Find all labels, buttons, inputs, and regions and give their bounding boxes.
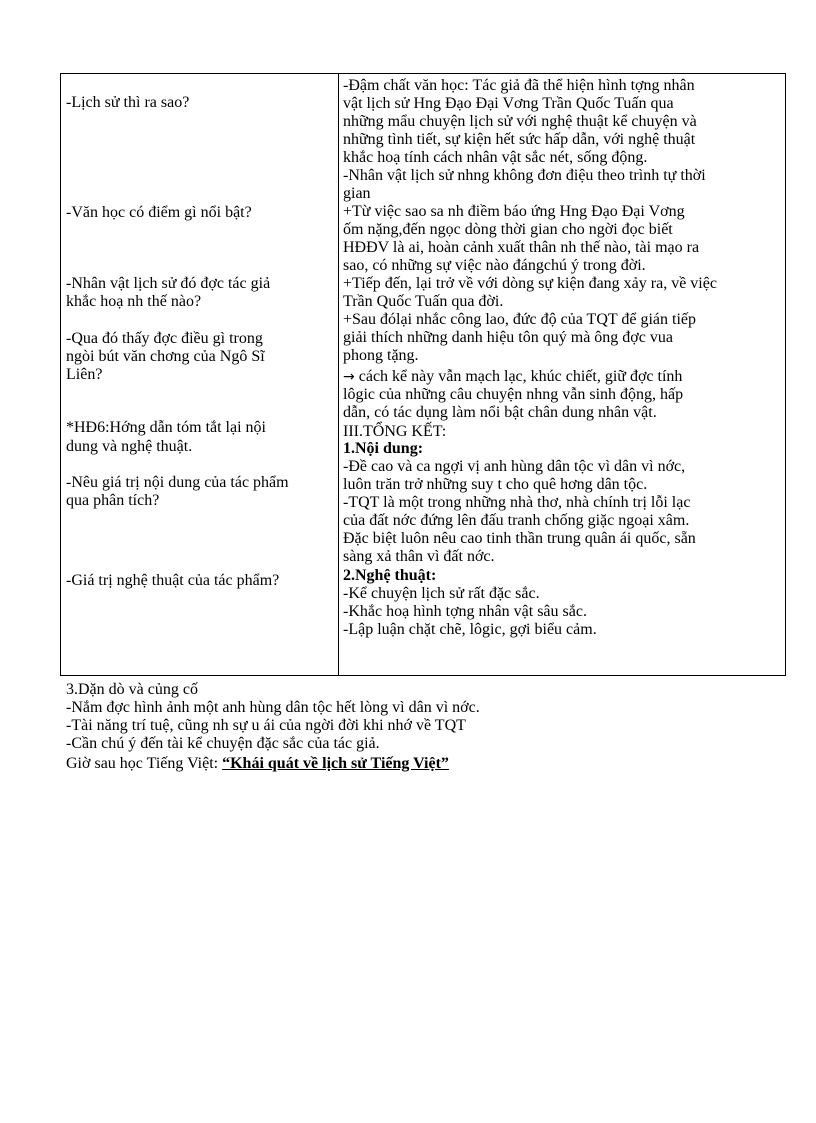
answer-line: -Nhân vật lịch sử nhng không đơn điệu theo trình tự thời (343, 167, 706, 184)
homework-line: -Cần chú ý đến tài kể chuyện đặc sắc của tác giả. (66, 735, 380, 752)
answer-line: HĐĐV là ai, hoàn cảnh xuất thân nh thế nào, tài mạo ra (343, 239, 700, 256)
answer-line: -Đậm chất văn học: Tác giả đã thể hiện hình tợng nhân (343, 77, 695, 94)
section-summary-title: III.TỔNG KẾT: (343, 423, 447, 440)
art-heading: 2.Nghệ thuật: (343, 567, 437, 584)
right-arrow-icon: → (343, 369, 355, 385)
answer-line: dẫn, có tác dụng làm nổi bật chân dung nhân vật. (343, 404, 657, 421)
answer-line: +Từ việc sao sa nh điềm báo ứng Hng Đạo Đại Vơng (343, 203, 685, 220)
answer-line: khắc hoạ tính cách nhân vật sắc nét, sống động. (343, 149, 648, 166)
answer-line: +Sau đólại nhắc công lao, đức độ của TQT để gián tiếp (343, 311, 697, 328)
content-line: -TQT là một trong những nhà thơ, nhà chính trị lỗi lạc (343, 494, 691, 511)
question-literature: -Văn học có điểm gì nổi bật? (66, 204, 252, 221)
question-author-line2: ngòi bút văn chơng của Ngô Sĩ (66, 348, 265, 365)
next-lesson-prefix: Giờ sau học Tiếng Việt: (66, 755, 223, 772)
content-line: sàng xả thân vì đất nớc. (343, 548, 495, 565)
answer-line: sao, có những sự việc nào đángchú ý trong đời. (343, 257, 646, 274)
content-line: -Đề cao và ca ngợi vị anh hùng dân tộc vì dân vì nớc, (343, 458, 686, 475)
next-lesson-title: “Khái quát về lịch sử Tiếng Việt” (222, 755, 449, 772)
question-author-line3: Liên? (66, 366, 103, 383)
art-line: -Khắc hoạ hình tợng nhân vật sâu sắc. (343, 603, 587, 620)
homework-line: -Tài năng trí tuệ, cũng nh sự u ái của ngời đời khi nhớ về TQT (66, 717, 466, 734)
question-art-value: -Giá trị nghệ thuật của tác phẩm? (66, 572, 280, 589)
answer-line: những mẩu chuyện lịch sử với nghệ thuật kể chuyện và (343, 113, 697, 130)
answer-line: phong tặng. (343, 347, 419, 364)
answer-line: lôgic của những câu chuyện nhng vẫn sinh động, hấp (343, 386, 684, 403)
question-author-line1: -Qua đó thấy đợc điều gì trong (66, 330, 263, 347)
answer-line: giải thích những danh hiệu tôn quý mà ông đợc vua (343, 329, 673, 346)
content-line: luôn trăn trở những suy t cho quê hơng dân tộc. (343, 476, 648, 493)
answer-line: vật lịch sử Hng Đạo Đại Vơng Trần Quốc Tuấn qua (343, 95, 674, 112)
lesson-table (60, 73, 786, 676)
content-line: Đặc biệt luôn nêu cao tinh thần trung quân ái quốc, sẵn (343, 530, 696, 547)
activity-hd6-line1: *HĐ6:Hớng dẫn tóm tắt lại nội (66, 419, 266, 436)
homework-line: -Nắm đợc hình ảnh một anh hùng dân tộc hết lòng vì dân vì nớc. (66, 699, 480, 716)
answer-line: gian (343, 185, 371, 202)
answer-line: những tình tiết, sự kiện hết sức hấp dẫn, với nghệ thuật (343, 131, 696, 148)
content-heading: 1.Nội dung: (343, 440, 424, 457)
question-content-value-line2: qua phân tích? (66, 492, 160, 509)
activity-hd6-line2: dung và nghệ thuật. (66, 438, 193, 455)
question-character-line2: khắc hoạ nh thế nào? (66, 293, 202, 310)
answer-line: ốm nặng,đến ngọc dòng thời gian cho ngời đọc biết (343, 221, 673, 238)
answer-line: Trần Quốc Tuấn qua đời. (343, 293, 504, 310)
next-lesson (66, 755, 449, 773)
art-line: -Kể chuyện lịch sử rất đặc sắc. (343, 585, 540, 602)
question-history: -Lịch sử thì ra sao? (66, 94, 190, 111)
homework-heading: 3.Dặn dò và củng cố (66, 681, 198, 698)
column-divider (338, 74, 339, 675)
question-content-value-line1: -Nêu giá trị nội dung của tác phẩm (66, 474, 289, 491)
answer-line: +Tiếp đến, lại trở về với dòng sự kiện đang xảy ra, về việc (343, 275, 717, 292)
content-line: của đất nớc đứng lên đấu tranh chống giặc ngoại xâm. (343, 512, 690, 529)
conclusion-line (343, 368, 682, 386)
art-line: -Lập luận chặt chẽ, lôgic, gợi biểu cảm. (343, 621, 597, 638)
conclusion-text: cách kể này vẫn mạch lạc, khúc chiết, giữ đợc tính (354, 368, 683, 385)
question-character-line1: -Nhân vật lịch sử đó đợc tác giả (66, 275, 271, 292)
